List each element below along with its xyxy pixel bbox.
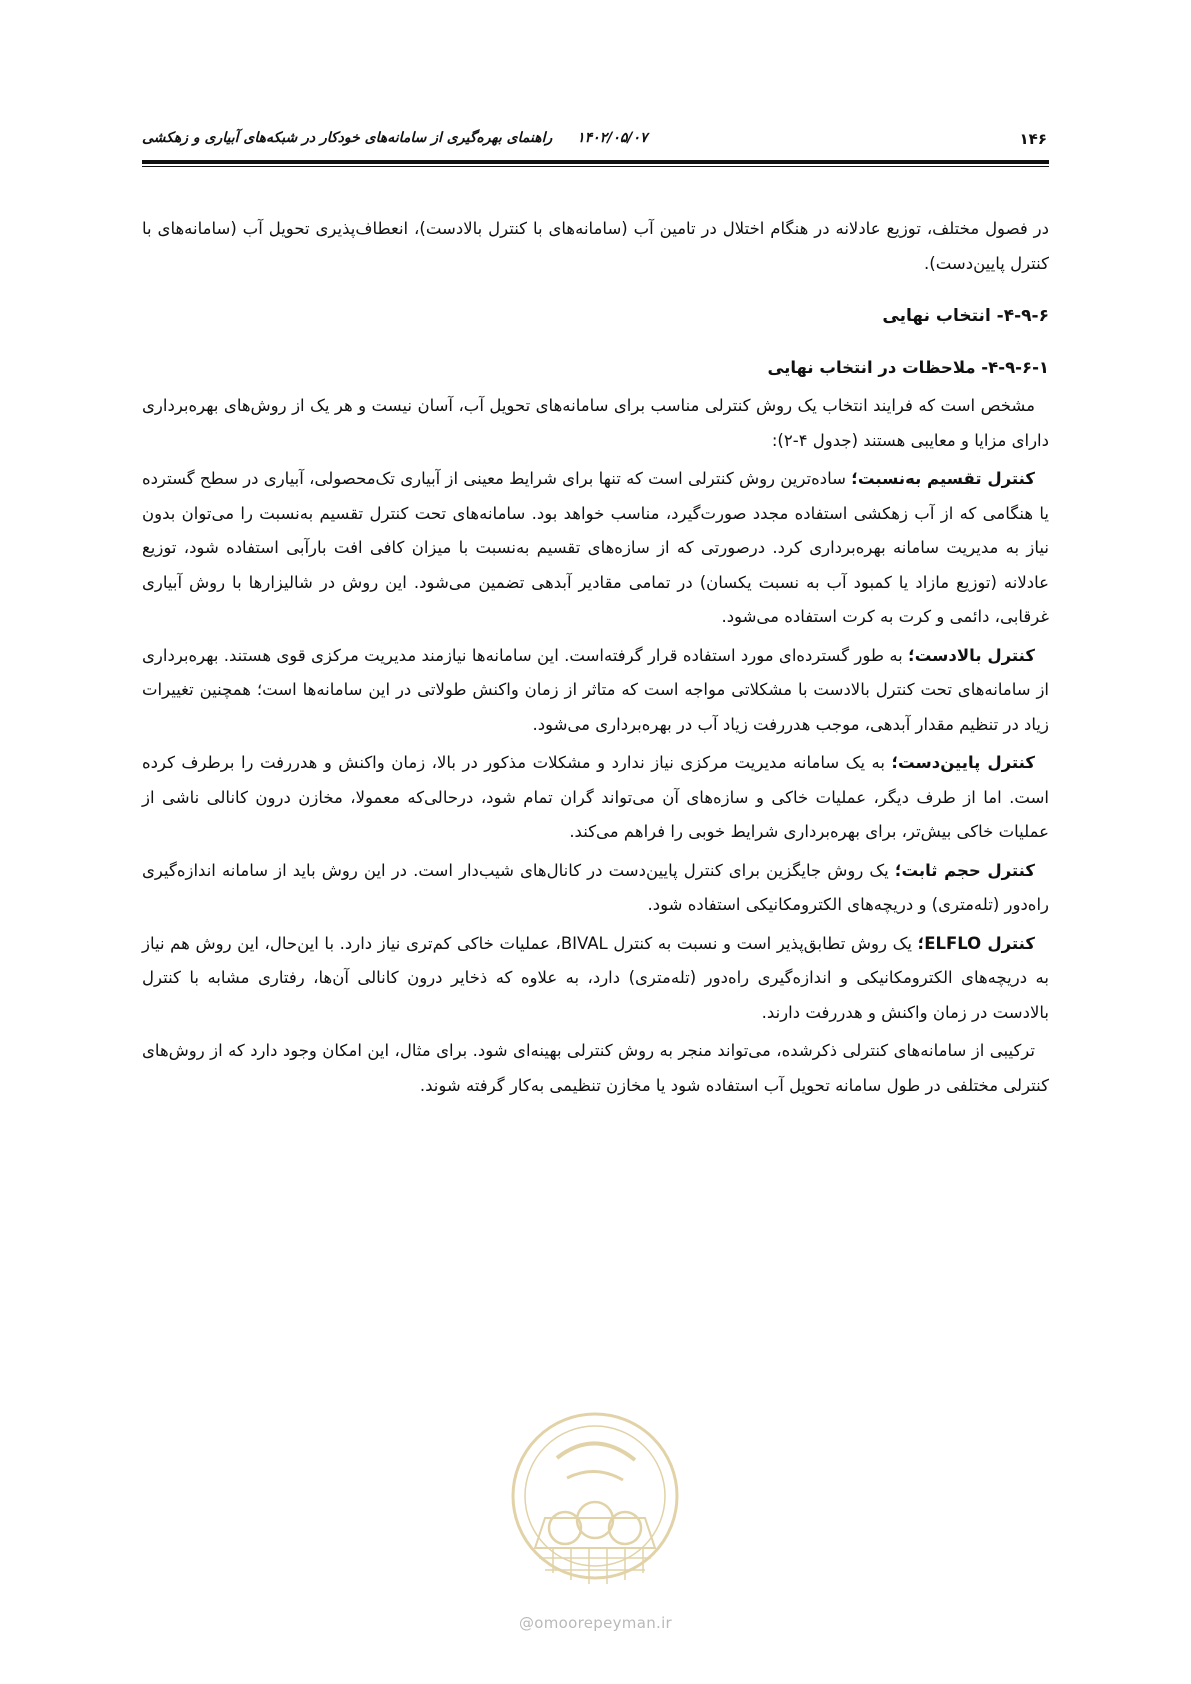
header-date: ۱۴۰۲/۰۵/۰۷ [577,130,648,146]
elflo-control-text: یک روش تطابق‌پذیر است و نسبت به کنترل BIVAL، عملیات خاکی کم‌تری نیاز دارد. با این‌حال، این روش هم نیاز به دریچه‌های الکترومکانیکی و اندازه‌گیری راه‌دور (تله‌متری) دارد، به علاوه که ذخایر درون کانالی آن‌ها، رفتاری مشابه با کنترل بالادست در زمان واکنش و هدررفت دارند. [142,933,1049,1022]
elflo-control-paragraph [142,927,1049,1031]
constant-volume-paragraph [142,854,1049,923]
header-rule-thick [142,160,1049,164]
upstream-control-term: کنترل بالادست؛ [908,645,1035,665]
upstream-control-text: به طور گسترده‌ای مورد استفاده قرار گرفته‌است. این سامانه‌ها نیازمند مدیریت مرکزی قوی هستند. بهره‌برداری از سامانه‌های تحت کنترل بالادست با مشکلاتی مواجه است که متاثر از زمان واکنش طولاتی در این سامانه‌ها است؛ همچنین تغییرات زیاد در تنظیم مقدار آبدهی، موجب هدررفت زیاد آب در بهره‌برداری می‌شود. [142,645,1049,734]
proportional-control-term: کنترل تقسیم به‌نسبت؛ [851,469,1035,488]
intro-paragraph: در فصول مختلف، توزیع عادلانه در هنگام اختلال در تامین آب (سامانه‌های با کنترل بالادست)، انعطاف‌پذیری تحویل آب (سامانه‌های با کنترل پایین‌دست). [142,219,1049,273]
selection-paragraph: مشخص است که فرایند انتخاب یک روش کنترلی مناسب برای سامانه‌های تحویل آب، آسان نیست و هر یک از روش‌های بهره‌برداری دارای مزایا و معایبی هستند (جدول ۴-۲): [142,396,1049,450]
watermark-seal-logo [505,1398,685,1598]
constant-volume-text: یک روش جایگزین برای کنترل پایین‌دست در کانال‌های شیب‌دار است. در این روش باید از سامانه اندازه‌گیری راه‌دور (تله‌متری) و دریچه‌های الکترومکانیکی استفاده شود. [142,860,1049,914]
header-rule-thin [142,166,1049,167]
proportional-control-paragraph [142,462,1049,635]
header-title: راهنمای بهره‌گیری از سامانه‌های خودکار در شبکه‌های آبیاری و زهکشی [142,130,553,146]
proportional-control-text: ساده‌ترین روش کنترلی است که تنها برای شرایط معینی از آبیاری تک‌محصولی، آبیاری در سطح گسترده یا هنگامی که از آب زهکشی استفاده مجدد صورت‌گیرد، مناسب خواهد بود. سامانه‌های تحت کنترل تقسیم به‌نسبت را می‌توان بدون نیاز به مدیریت سامانه بهره‌برداری کرد. درصورتی که از سازه‌های تقسیم به‌نسبت با میزان کافی افت بارآبی استفاده شود، توزیع عادلانه (توزیع مازاد یا کمبود آب به نسبت یکسان) در تمامی مقادیر آبدهی تضمین می‌شود. این روش در شالیزارها با روش آبیاری غرقابی، دائمی و کرت به کرت استفاده می‌شود. [142,469,1049,626]
watermark-site-url: @omoorepeyman.ir [518,1614,673,1632]
combination-paragraph: ترکیبی از سامانه‌های کنترلی ذکرشده، می‌تواند منجر به روش کنترلی بهینه‌ای شود. برای مثال، این امکان وجود دارد که از روش‌های کنترلی مختلفی در طول سامانه تحویل آب استفاده شود یا مخازن تنظیمی به‌کار گرفته شوند. [142,1041,1049,1095]
page-number: ۱۴۶ [1019,130,1047,148]
running-header [142,126,1049,156]
downstream-control-term: کنترل پایین‌دست؛ [891,753,1035,772]
body-text [142,212,1049,1107]
upstream-control-paragraph [142,639,1049,743]
constant-volume-term: کنترل حجم ثابت؛ [894,860,1036,880]
downstream-control-paragraph [142,746,1049,850]
downstream-control-text: به یک سامانه مدیریت مرکزی نیاز ندارد و مشکلات مذکور در بالا، زمان واکنش و هدررفت را برطرف کرده است. اما از طرف دیگر، عملیات خاکی و سازه‌های آن می‌تواند گران تمام شود، درحالی‌که معمولا، مخازن درون کانالی ناشی از عملیات خاکی بیش‌تر، برای بهره‌برداری شرایط خوبی را فراهم می‌کند. [142,753,1049,841]
running-title [142,130,648,146]
section-heading-final-selection: ۴-۹-۶- انتخاب نهایی [882,306,1049,326]
elflo-control-term: کنترل ELFLO؛ [917,933,1035,953]
subsection-heading-final-notes: ۴-۹-۶-۱- ملاحظات در انتخاب نهایی [767,358,1049,377]
